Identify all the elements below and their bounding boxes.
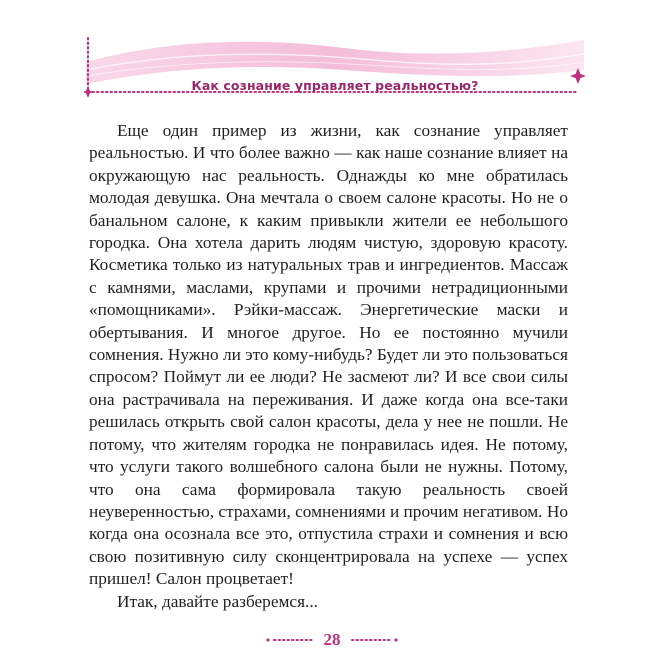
chapter-title: Как сознание управляет реальностью? [191, 78, 479, 93]
paragraph: Еще один пример из жизни, как сознание управляет реальностью. И что более важно — как наше сознание влияет на окружающую нас реальность. Однажды ко мне обратилась молодая девушка. Она мечтала о своем салоне красоты. Но не о банальном салоне, к каким привыкли жители ее небольшого городка. Она хотела дарить людям чистую, здоровую красоту. Косметика только из натуральных трав и ингредиентов. Массаж с камнями, маслами, крупами и прочими нетрадиционными «помощниками». Рэйки-массаж. Энергетические маски и обертывания. И многое другое. Но ее постоянно мучили сомнения. Нужно ли это кому-нибудь? Будет ли это пользоваться спросом? Поймут ли ее люди? Не засмеют ли? И все свои силы она растрачивала на переживания. И даже когда она все-таки решилась открыть свой салон красоты, дела у нее не пошли. Не потому, что жителям городка не понравилась идея. Не потому, что услуги такого волшебного салона были не нужны. Потому, что она сама формировала такую реальность своей неуверенностью, страхами, сомнениями и прочим негативом. Но когда она осознала все это, отпустила страхи и сомнения и всю свою позитивную силу сконцентрировала на успехе — успех пришел! Салон процветает! [89, 121, 568, 589]
page-number: 28 [323, 630, 341, 649]
page-body [89, 120, 568, 613]
page-footer [262, 629, 402, 651]
chapter-header [84, 36, 586, 100]
paragraph: Итак, давайте разберемся... [117, 591, 319, 611]
